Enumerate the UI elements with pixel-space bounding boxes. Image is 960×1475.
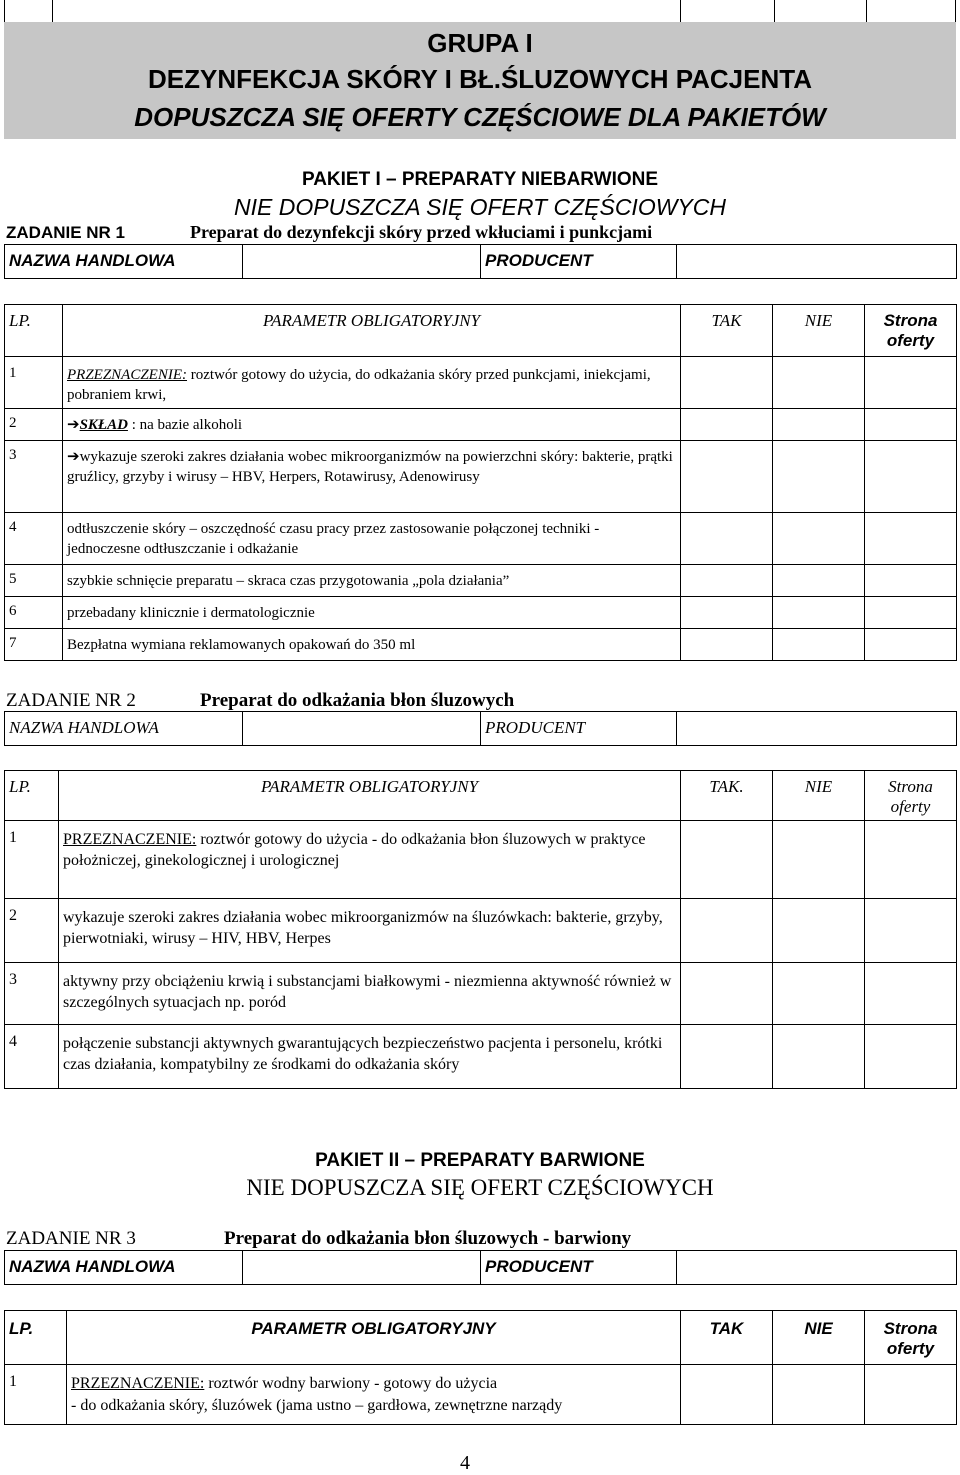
row-number: 6 <box>5 597 63 629</box>
row-text: wykazuje szeroki zakres działania wobec mikroorganizmów na śluzówkach: bakterie, grzyby, pierwotniaki, wirusy – HIV, HBV, Herpes <box>59 899 681 963</box>
col-nie: NIE <box>773 305 865 357</box>
row-number: 5 <box>5 565 63 597</box>
strona-cell[interactable] <box>865 441 957 513</box>
row-desc: wykazuje szeroki zakres działania wobec mikroorganizmów na powierzchni skóry: bakterie, prątki gruźlicy, grzyby i wirusy – HBV, Herpers, Rotawirusy, Adenowirusy <box>67 449 673 485</box>
col-param: PARAMETR OBLIGATORYJNY <box>59 771 681 821</box>
nie-cell[interactable] <box>773 597 865 629</box>
nie-cell[interactable] <box>773 513 865 565</box>
arrow-icon: ➔ <box>67 449 80 465</box>
row-number: 3 <box>5 441 63 513</box>
page-number: 4 <box>460 1452 470 1474</box>
row-number: 4 <box>5 1025 59 1089</box>
col-nie: NIE <box>773 1311 865 1365</box>
row-text <box>59 821 681 899</box>
row-text <box>67 1365 681 1425</box>
strona-cell[interactable] <box>865 565 957 597</box>
strona-cell[interactable] <box>865 513 957 565</box>
row-number: 1 <box>5 357 63 409</box>
col-tak: TAK. <box>681 771 773 821</box>
col-lp: LP. <box>5 1311 67 1365</box>
row-desc: : na bazie alkoholi <box>127 417 243 433</box>
name-label: NAZWA HANDLOWA <box>5 245 243 279</box>
row-text: szybkie schnięcie preparatu – skraca czas przygotowania „pola działania” <box>63 565 681 597</box>
strona-cell[interactable] <box>865 409 957 441</box>
pakiet1-subtitle: NIE DOPUSZCZA SIĘ OFERT CZĘŚCIOWYCH <box>234 194 726 220</box>
col-strona: Strona oferty <box>865 771 957 821</box>
row-number: 3 <box>5 963 59 1025</box>
row-number: 1 <box>5 821 59 899</box>
strona-cell[interactable] <box>865 357 957 409</box>
strona-cell[interactable] <box>865 597 957 629</box>
name-value[interactable] <box>243 712 481 746</box>
tak-cell[interactable] <box>681 357 773 409</box>
tak-cell[interactable] <box>681 597 773 629</box>
col-nie: NIE <box>773 771 865 821</box>
nie-cell[interactable] <box>773 565 865 597</box>
tak-cell[interactable] <box>681 409 773 441</box>
row-desc-2: - do odkażania skóry, śluzówek (jama ustno – gardłowa, zewnętrzne narządy <box>71 1397 563 1414</box>
row-text <box>63 409 681 441</box>
col-param: PARAMETR OBLIGATORYJNY <box>67 1311 681 1365</box>
col-strona: Strona oferty <box>865 305 957 357</box>
tak-cell[interactable] <box>681 441 773 513</box>
zadanie2-name-table <box>4 711 957 746</box>
row-head: PRZEZNACZENIE: <box>67 367 188 383</box>
row-text <box>63 357 681 409</box>
tak-cell[interactable] <box>681 1025 773 1089</box>
col-tak: TAK <box>681 1311 773 1365</box>
arrow-icon: ➔ <box>67 417 80 433</box>
col-strona: Strona oferty <box>865 1311 957 1365</box>
nie-cell[interactable] <box>773 1025 865 1089</box>
pakiet2-subtitle: NIE DOPUSZCZA SIĘ OFERT CZĘŚCIOWYCH <box>246 1175 714 1200</box>
group-title: GRUPA I <box>427 28 533 58</box>
zadanie1-label: ZADANIE NR 1 <box>6 223 126 242</box>
row-head: SKŁAD <box>79 417 128 433</box>
zadanie2-desc: Preparat do odkażania błon śluzowych <box>200 690 515 711</box>
row-desc: roztwór gotowy do użycia, do odkażania skóry przed punkcjami, iniekcjami, pobraniem krwi, <box>67 367 651 403</box>
strona-cell[interactable] <box>865 1025 957 1089</box>
group-subtitle: DEZYNFEKCJA SKÓRY I BŁ.ŚLUZOWYCH PACJENTA <box>147 64 812 94</box>
tak-cell[interactable] <box>681 821 773 899</box>
strona-cell[interactable] <box>865 821 957 899</box>
tak-cell[interactable] <box>681 963 773 1025</box>
producer-value[interactable] <box>677 712 957 746</box>
strona-cell[interactable] <box>865 1365 957 1425</box>
row-text: odtłuszczenie skóry – oszczędność czasu pracy przez zastosowanie połączonej techniki - jednoczesne odtłuszczanie i odkażanie <box>63 513 681 565</box>
row-desc: roztwór gotowy do użycia - do odkażania błon śluzowych w praktyce położniczej, ginekologicznej i urologicznej <box>63 831 646 869</box>
zadanie3-param-table <box>4 1310 957 1425</box>
row-text: Bezpłatna wymiana reklamowanych opakowań do 350 ml <box>63 629 681 661</box>
nie-cell[interactable] <box>773 899 865 963</box>
row-head: PRZEZNACZENIE: <box>71 1375 205 1392</box>
nie-cell[interactable] <box>773 629 865 661</box>
row-text: połączenie substancji aktywnych gwarantujących bezpieczeństwo pacjenta i personelu, krótki czas działania, kompatybilny ze środkami do odkażania skóry <box>59 1025 681 1089</box>
nie-cell[interactable] <box>773 357 865 409</box>
producer-label: PRODUCENT <box>481 1251 677 1285</box>
name-value[interactable] <box>243 245 481 279</box>
nie-cell[interactable] <box>773 409 865 441</box>
row-number: 1 <box>5 1365 67 1425</box>
nie-cell[interactable] <box>773 441 865 513</box>
tak-cell[interactable] <box>681 899 773 963</box>
tak-cell[interactable] <box>681 629 773 661</box>
row-number: 4 <box>5 513 63 565</box>
zadanie3-name-table <box>4 1250 957 1285</box>
tak-cell[interactable] <box>681 513 773 565</box>
row-text <box>63 441 681 513</box>
producer-label: PRODUCENT <box>481 712 677 746</box>
col-lp: LP. <box>5 771 59 821</box>
zadanie1-param-table <box>4 304 957 661</box>
row-number: 7 <box>5 629 63 661</box>
row-number: 2 <box>5 899 59 963</box>
strona-cell[interactable] <box>865 963 957 1025</box>
strona-cell[interactable] <box>865 899 957 963</box>
zadanie3-desc: Preparat do odkażania błon śluzowych - barwiony <box>224 1228 632 1249</box>
tak-cell[interactable] <box>681 1365 773 1425</box>
tak-cell[interactable] <box>681 565 773 597</box>
zadanie1-desc: Preparat do dezynfekcji skóry przed wkłuciami i punkcjami <box>190 222 653 242</box>
pakiet2-title: PAKIET II – PREPARATY BARWIONE <box>315 1150 645 1171</box>
zadanie2-label: ZADANIE NR 2 <box>6 690 136 711</box>
pakiet1-title: PAKIET I – PREPARATY NIEBARWIONE <box>301 169 659 190</box>
zadanie3-label: ZADANIE NR 3 <box>6 1228 136 1249</box>
zadanie1-name-table <box>4 244 957 279</box>
top-grid <box>4 0 956 22</box>
name-value[interactable] <box>243 1251 481 1285</box>
row-text: aktywny przy obciążeniu krwią i substancjami białkowymi - niezmienna aktywność również w szczególnych sytuacjach np. poród <box>59 963 681 1025</box>
nie-cell[interactable] <box>773 821 865 899</box>
name-label: NAZWA HANDLOWA <box>5 1251 243 1285</box>
nie-cell[interactable] <box>773 1365 865 1425</box>
col-param: PARAMETR OBLIGATORYJNY <box>63 305 681 357</box>
strona-cell[interactable] <box>865 629 957 661</box>
producer-label: PRODUCENT <box>481 245 677 279</box>
name-label: NAZWA HANDLOWA <box>5 712 243 746</box>
row-desc: roztwór wodny barwiony - gotowy do użycia <box>204 1375 498 1392</box>
nie-cell[interactable] <box>773 963 865 1025</box>
row-text: przebadany klinicznie i dermatologicznie <box>63 597 681 629</box>
producer-value[interactable] <box>677 1251 957 1285</box>
row-number: 2 <box>5 409 63 441</box>
group-note: DOPUSZCZA SIĘ OFERTY CZĘŚCIOWE DLA PAKIETÓW <box>134 102 826 132</box>
col-lp: LP. <box>5 305 63 357</box>
producer-value[interactable] <box>677 245 957 279</box>
zadanie2-param-table <box>4 770 957 1089</box>
col-tak: TAK <box>681 305 773 357</box>
row-head: PRZEZNACZENIE: <box>63 831 197 848</box>
